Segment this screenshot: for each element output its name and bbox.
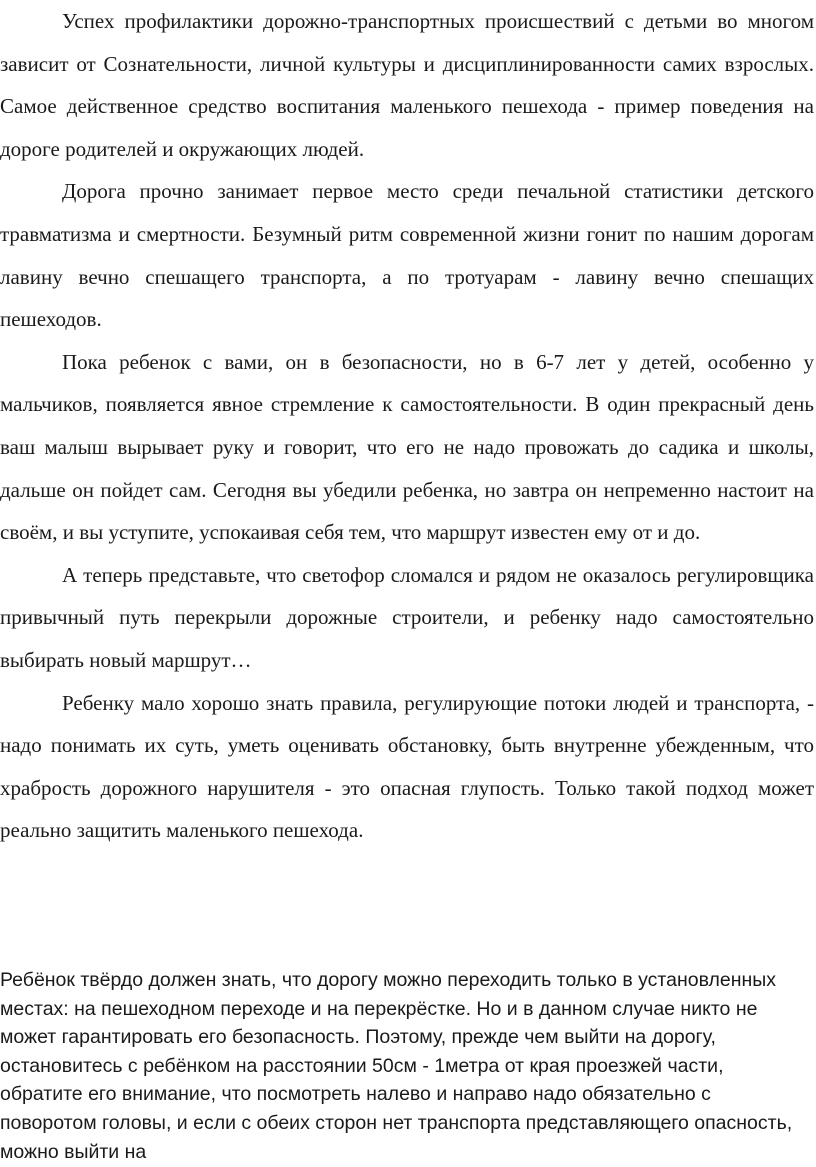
note-text-body xyxy=(0,966,806,1166)
paragraph-4: А теперь представьте, что светофор сломался и рядом не оказалось регулировщика привычный путь перекрыли дорожные строители, и ребенку надо самостоятельно выбирать новый маршрут… xyxy=(0,562,814,672)
paragraph-1: Успех профилактики дорожно-транспортных происшествий с детьми во многом зависит от Сознательности, личной культуры и дисциплинированности самих взрослых. Самое действенное средство воспитания маленького пешехода - пример поведения на дороге родителей и окружающих людей. xyxy=(0,9,814,161)
paragraph-5: Ребенку мало хорошо знать правила, регулирующие потоки людей и транспорта, - надо понимать их суть, уметь оценивать обстановку, быть внутренне убежденным, что храбрость дорожного нарушителя - это опасная глупость. Только такой подход может реально защитить маленького пешехода. xyxy=(0,690,814,843)
paragraph-3: Пока ребенок с вами, он в безопасности, но в 6-7 лет у детей, особенно у мальчиков, появляется явное стремление к самостоятельности. В один прекрасный день ваш малыш вырывает руку и говорит, что его не надо провожать до садика и школы, дальше он пойдет сам. Сегодня вы убедили ребенка, но завтра он непременно настоит на своём, и вы уступите, успокаивая себя тем, что маршрут известен ему от и до. xyxy=(0,349,814,545)
paragraph-2: Дорога прочно занимает первое место среди печальной статистики детского травматизма и смертности. Безумный ритм современной жизни гонит по нашим дорогам лавину вечно спешащего транспорта, а по тротуарам - лавину вечно спешащих пешеходов. xyxy=(0,179,814,332)
note-paragraph: Ребёнок твёрдо должен знать, что дорогу можно переходить только в установленных местах: на пешеходном переходе и на перекрёстке. Но и в данном случае никто не может гарантировать его безопасность. Поэтому, прежде чем выйти на дорогу, остановитесь с ребёнком на расстоянии 50см - 1метра от края проезжей части, обратите его внимание, что посмотреть налево и направо надо обязательно с поворотом головы, и если с обеих сторон нет транспорта представляющего опасность, можно выйти на xyxy=(0,969,793,1163)
